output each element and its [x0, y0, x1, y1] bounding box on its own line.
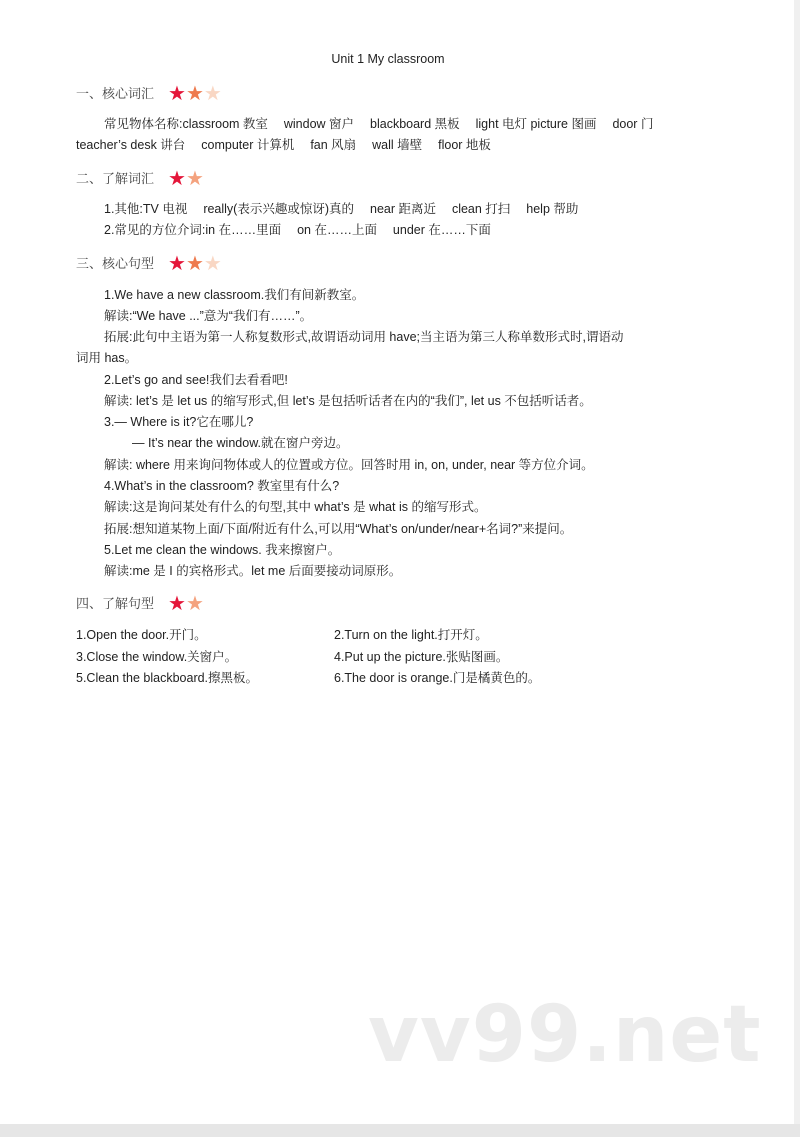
text-line: 解读:“We have ...”意为“我们有……”。	[104, 309, 313, 323]
difficulty-stars	[168, 253, 222, 275]
text-line: 3.Close the window.关窗户。	[76, 650, 238, 664]
heading-text: 二、了解词汇	[76, 171, 155, 186]
star-icon: ★	[185, 593, 204, 615]
section-heading-core-vocab	[76, 83, 222, 105]
text-line: 解读:me 是 I 的宾格形式。let me 后面要接动词原形。	[104, 564, 402, 578]
star-icon: ★	[168, 593, 186, 615]
text-line: 解读:这是询问某处有什么的句型,其中 what’s 是 what is 的缩写形式。	[104, 500, 487, 514]
star-icon: ★	[185, 83, 204, 105]
section-heading-core-sentences	[76, 253, 222, 275]
star-icon: ★	[203, 253, 222, 275]
section-heading-extra-vocab	[76, 168, 204, 190]
text-line: 2.Turn on the light.打开灯。	[334, 628, 488, 642]
text-line: 拓展:想知道某物上面/下面/附近有什么,可以用“What’s on/under/near+名词?”来提问。	[104, 522, 573, 536]
text-line: teacher’s desk 讲台 computer 计算机 fan 风扇 wall 墙壁 floor 地板	[76, 138, 491, 152]
heading-text: 三、核心句型	[76, 256, 155, 271]
text-line: 2.常见的方位介词:in 在……里面 on 在……上面 under 在……下面	[104, 223, 491, 237]
difficulty-stars	[168, 168, 204, 190]
star-icon: ★	[168, 168, 186, 190]
page-bottom-border	[0, 1124, 800, 1137]
text-line: 5.Let me clean the windows. 我来擦窗户。	[104, 543, 341, 557]
text-line: 4.Put up the picture.张贴图画。	[334, 650, 509, 664]
difficulty-stars	[168, 83, 222, 105]
text-line: 5.Clean the blackboard.擦黑板。	[76, 671, 259, 685]
text-line: 4.What’s in the classroom? 教室里有什么?	[104, 479, 340, 493]
text-line: 常见物体名称:classroom 教室 window 窗户 blackboard 黑板 light 电灯 picture 图画 door 门	[104, 117, 654, 131]
star-icon: ★	[168, 253, 186, 275]
heading-text: 一、核心词汇	[76, 86, 155, 101]
text-line: 2.Let’s go and see!我们去看看吧!	[104, 373, 288, 387]
text-line: 词用 has。	[76, 351, 138, 365]
heading-text: 四、了解句型	[76, 596, 155, 611]
text-line: 1.其他:TV 电视 really(表示兴趣或惊讶)真的 near 距离近 clean 打扫 help 帮助	[104, 202, 579, 216]
star-icon: ★	[185, 168, 204, 190]
star-icon: ★	[203, 83, 222, 105]
text-line: 拓展:此句中主语为第一人称复数形式,故谓语动词用 have;当主语为第三人称单数形式时,谓语动	[104, 330, 624, 344]
text-line: 6.The door is orange.门是橘黄色的。	[334, 671, 541, 685]
text-line: 解读: let’s 是 let us 的缩写形式,但 let’s 是包括听话者在内的“我们”, let us 不包括听话者。	[104, 394, 592, 408]
difficulty-stars	[168, 593, 204, 615]
text-line: 3.— Where is it?它在哪儿?	[104, 415, 254, 429]
page-edge	[794, 0, 800, 1137]
text-line: 1.We have a new classroom.我们有间新教室。	[104, 288, 365, 302]
document-title: Unit 1 My classroom	[331, 52, 445, 66]
section-heading-extra-sentences	[76, 593, 204, 615]
watermark: vv99.net	[368, 990, 762, 1080]
text-line: 解读: where 用来询问物体或人的位置或方位。回答时用 in, on, under, near 等方位介词。	[104, 458, 594, 472]
star-icon: ★	[185, 253, 204, 275]
text-line: — It’s near the window.就在窗户旁边。	[132, 436, 349, 450]
text-line: 1.Open the door.开门。	[76, 628, 207, 642]
star-icon: ★	[168, 83, 186, 105]
